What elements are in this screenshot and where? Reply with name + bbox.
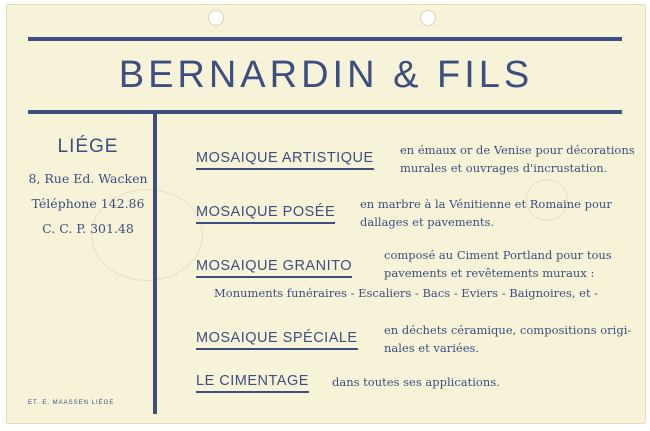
ccp-account: C. C. P. 301.48 [42, 221, 134, 236]
service-description [384, 321, 631, 357]
desc-line: dans toutes ses applications. [332, 375, 500, 389]
desc-line: nales et variées. [384, 341, 480, 355]
letterhead-card [6, 4, 646, 424]
phone: Téléphone 142.86 [31, 196, 145, 211]
service-description [400, 141, 635, 177]
service-name: MOSAIQUE GRANITO [196, 258, 352, 278]
service-name: MOSAIQUE POSÉE [196, 204, 335, 224]
desc-line: composé au Ciment Portland pour tous [384, 248, 612, 262]
service-name: MOSAIQUE SPÉCIALE [196, 330, 358, 350]
title-bottom-rule [28, 110, 622, 114]
top-rule [28, 37, 622, 41]
city: LIÉGE [57, 136, 119, 157]
desc-line: dallages et pavements. [360, 215, 495, 229]
punch-hole-left [208, 10, 224, 26]
desc-line: murales et ouvrages d'incrustation. [400, 161, 608, 175]
service-description [360, 195, 612, 231]
service-description [384, 246, 612, 282]
desc-line: pavements et revêtements muraux : [384, 266, 595, 280]
vertical-divider [153, 114, 157, 414]
desc-line: en déchets céramique, compositions origi- [384, 323, 632, 337]
service-description [332, 373, 500, 391]
contact-block [28, 136, 148, 241]
service-extra-line: Monuments funéraires - Escaliers - Bacs - Eviers - Baignoires, et - [214, 286, 599, 300]
company-name: BERNARDIN & FILS [118, 54, 534, 96]
printer-imprint: ET. E. MAASSEN LIÉGE [28, 400, 115, 406]
service-name: MOSAIQUE ARTISTIQUE [196, 150, 374, 170]
desc-line: en émaux or de Venise pour décorations [400, 143, 635, 157]
desc-line: en marbre à la Vénitienne et Romaine pour [360, 197, 612, 211]
service-name: LE CIMENTAGE [196, 373, 309, 393]
address: 8, Rue Ed. Wacken [28, 171, 148, 186]
punch-hole-right [420, 10, 436, 26]
